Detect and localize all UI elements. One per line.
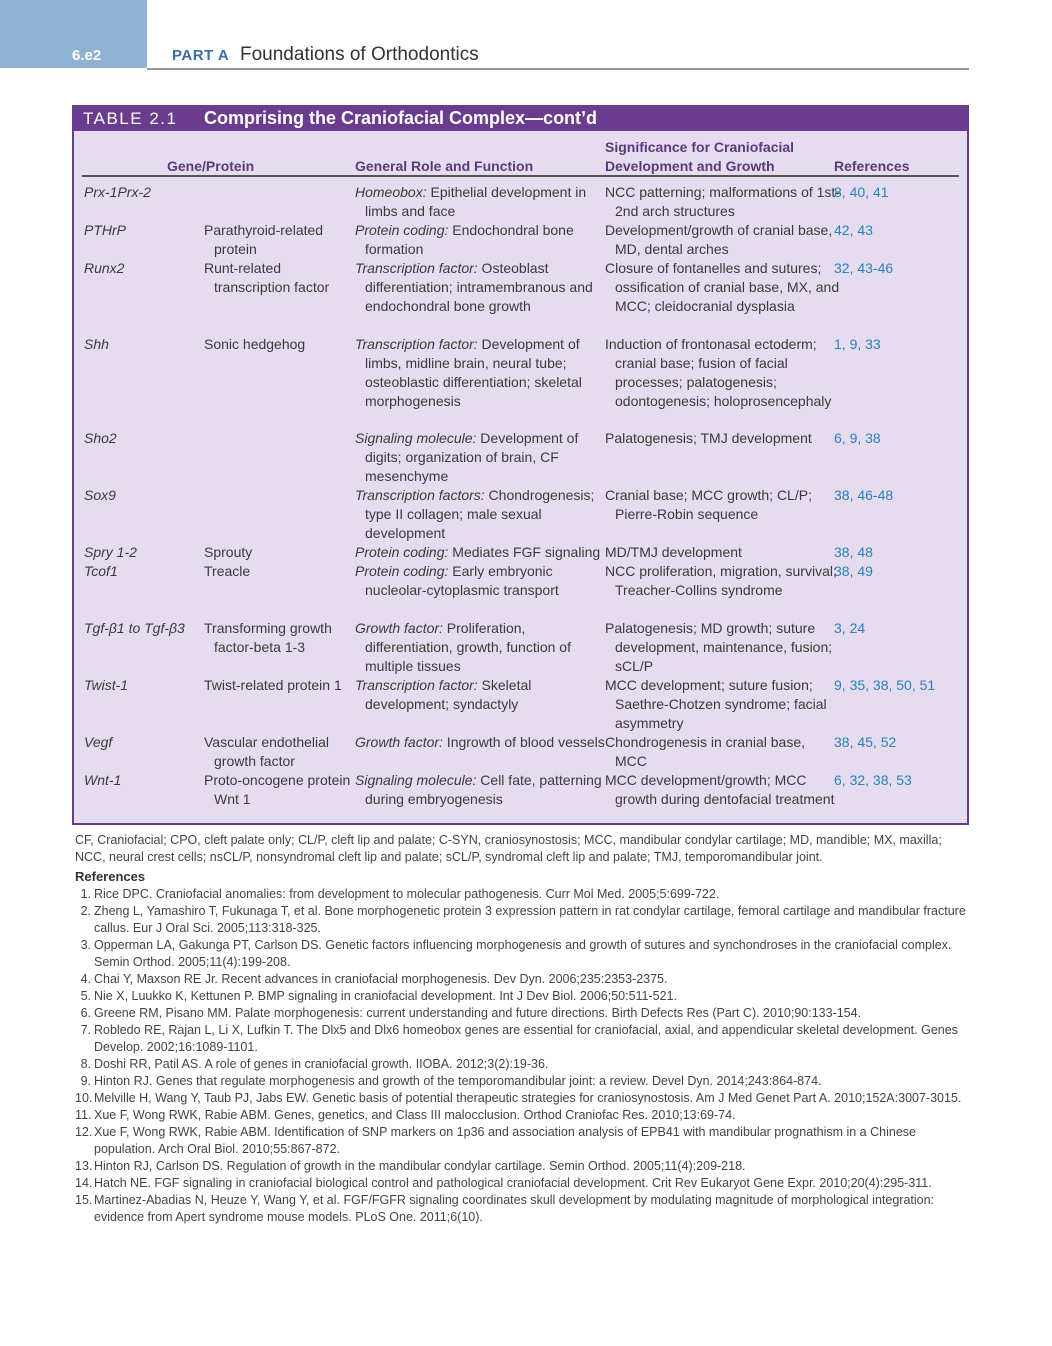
header-rule [147,68,969,70]
reference-item: 14. Hatch NE. FGF signaling in craniofacial biological control and pathological craniofacial development. Crit Rev Eukaryot Gene Expr. 2010;20(4):295-311. [75,1176,932,1190]
references-cell: 38, 46-48 [834,487,894,503]
references-cell: 38, 48 [834,544,873,560]
significance-cell: Development/growth of cranial base, MD, dental arches [605,222,833,257]
role-cell: Protein coding: Endochondral bone formation [355,222,574,257]
part-label: PART A [172,47,230,64]
reference-number: 14. [75,1176,93,1190]
reference-number: 15. [75,1193,93,1207]
abbreviations-note: CF, Craniofacial; CPO, cleft palate only; CL/P, cleft lip and palate; C-SYN, craniosynostosis; MCC, mandibular condylar cartilage; MD, mandible; MX, maxilla; NCC, neural crest cells; nsCL/P, nonsyndromal cleft lip and palate; sCL/P, syndromal cleft lip and palate; TMJ, temporomandibular joint. [75,833,942,864]
protein-cell: Transforming growth factor-beta 1-3 [204,620,332,655]
significance-cell: NCC proliferation, migration, survival; Treacher-Collins syndrome [605,563,837,598]
reference-number: 9. [80,1074,91,1088]
significance-cell: MCC development; suture fusion; Saethre-Chotzen syndrome; facial asymmetry [605,677,827,731]
table-label: TABLE 2.1 [83,109,178,128]
reference-item: 13. Hinton RJ, Carlson DS. Regulation of growth in the mandibular condylar cartilage. Semin Orthod. 2005;11(4):209-218. [75,1159,746,1173]
role-type: Protein coding: [355,222,449,238]
significance-cell: MD/TMJ development [605,544,742,560]
gene-cell: Tcof1 [84,563,118,579]
role-cell: Growth factor: Proliferation, differentiation, growth, function of multiple tissues [355,620,571,674]
protein-cell: Sprouty [204,544,253,560]
role-type: Signaling molecule: [355,772,477,788]
role-cell: Transcription factors: Chondrogenesis; type II collagen; male sexual development [355,487,595,541]
reference-number: 8. [80,1057,91,1071]
protein-cell: Sonic hedgehog [204,336,306,352]
protein-cell: Parathyroid-related protein [204,222,324,257]
reference-number: 13. [75,1159,93,1173]
gene-cell: Spry 1-2 [84,544,137,560]
role-cell: Homeobox: Epithelial development in limbs and face [355,184,587,219]
significance-cell: NCC patterning; malformations of 1st-2nd arch structures [605,184,840,219]
references-cell: 8, 40, 41 [834,184,889,200]
gene-cell: Vegf [84,734,113,750]
reference-item: 9. Hinton RJ. Genes that regulate morphogenesis and growth of the temporomandibular joint: a review. Devel Dyn. 2014;243:864-874. [75,1073,970,1090]
references-heading: References [75,869,146,884]
reference-number: 1. [80,887,91,901]
significance-cell: Cranial base; MCC growth; CL/P; Pierre-Robin sequence [605,487,812,522]
references-cell: 6, 9, 38 [834,430,881,446]
reference-item: 11. Xue F, Wong RWK, Rabie ABM. Genes, genetics, and Class III malocclusion. Orthod Craniofac Res. 2010;13:69-74. [75,1108,736,1122]
gene-cell: Wnt-1 [84,772,122,788]
references-cell: 6, 32, 38, 53 [834,772,912,788]
significance-cell: Closure of fontanelles and sutures; ossification of cranial base, MX, and MCC; cleidocranial dysplasia [605,260,840,314]
role-type: Protein coding: [355,563,449,579]
references-cell: 1, 9, 33 [834,336,881,352]
reference-number: 4. [80,972,91,986]
page-number: 6.e2 [72,47,102,64]
role-cell: Transcription factor: Skeletal development; syndactyly [355,677,532,712]
reference-number: 10. [75,1091,93,1105]
protein-cell: Vascular endothelial growth factor [204,734,330,769]
reference-item: 10. Melville H, Wang Y, Taub PJ, Jabs EW. Genetic basis of potential therapeutic strategies for craniosynostosis. Am J Med Genet Part A. 2010;152A:3007-3015. [75,1091,962,1105]
gene-cell: Sho2 [84,430,117,446]
gene-cell: Sox9 [84,487,116,503]
role-type: Transcription factor: [355,677,478,693]
protein-cell: Runt-related transcription factor [204,260,330,295]
reference-item: 3. Opperman LA, Gakunga PT, Carlson DS. Genetic factors influencing morphogenesis and growth of sutures and synchondroses in the craniofacial complex. Semin Orthod. 2005;11(4):199-208. [75,937,970,971]
role-type: Transcription factor: [355,260,478,276]
reference-item: 4. Chai Y, Maxson RE Jr. Recent advances in craniofacial morphogenesis. Dev Dyn. 2006;235:2353-2375. [75,971,970,988]
significance-cell: Palatogenesis; MD growth; suture development, maintenance, fusion; sCL/P [605,620,833,674]
gene-cell: Runx2 [84,260,125,276]
gene-cell: Prx-1Prx-2 [84,184,151,200]
reference-list [75,886,970,1226]
significance-cell: Induction of frontonasal ectoderm; cranial base; fusion of facial processes; palatogenesis; odontogenesis; holoprosencephaly [605,336,832,409]
references-cell: 32, 43-46 [834,260,894,276]
table-box [72,105,969,825]
col-head-references: References [834,158,910,174]
reference-number: 3. [80,938,91,952]
reference-item: 7. Robledo RE, Rajan L, Li X, Lufkin T. The Dlx5 and Dlx6 homeobox genes are essential for craniofacial, axial, and appendicular skeletal development. Genes Develop. 2002;16:1089-1101. [75,1022,970,1056]
references-cell: 38, 49 [834,563,873,579]
gene-cell: Shh [84,336,109,352]
role-type: Homeobox: [355,184,427,200]
reference-number: 2. [80,904,91,918]
running-head-title: Foundations of Orthodontics [240,44,479,65]
role-type: Transcription factors: [355,487,485,503]
reference-number: 11. [75,1108,92,1122]
gene-cell: Twist-1 [84,677,129,693]
role-cell: Growth factor: Ingrowth of blood vessels [355,734,605,750]
role-type: Growth factor: [355,620,443,636]
protein-cell: Twist-related protein 1 [204,677,342,693]
reference-number: 6. [80,1006,91,1020]
protein-cell: Treacle [204,563,251,579]
col-head-gene-protein: Gene/Protein [167,158,255,174]
col-head-significance-1: Significance for Craniofacial [605,139,795,155]
role-cell: Signaling molecule: Development of digits; organization of brain, CF mesenchyme [355,430,579,484]
role-type: Protein coding: [355,544,449,560]
reference-item: 8. Doshi RR, Patil AS. A role of genes in craniofacial growth. IIOBA. 2012;3(2):19-36. [75,1056,970,1073]
gene-cell: Tgf-β1 to Tgf-β3 [84,620,185,636]
gene-cell: PTHrP [84,222,126,238]
role-cell: Transcription factor: Osteoblast differentiation; intramembranous and endochondral bone growth [355,260,593,314]
reference-item: 5. Nie X, Luukko K, Kettunen P. BMP signaling in craniofacial development. Int J Dev Biol. 2006;50:511-521. [75,988,970,1005]
role-type: Signaling molecule: [355,430,477,446]
role-cell: Transcription factor: Development of limbs, midline brain, neural tube; osteoblastic differentiation; skeletal morphogenesis [355,336,582,409]
references-cell: 42, 43 [834,222,873,238]
table-title: Comprising the Craniofacial Complex—cont’d [204,108,598,128]
reference-number: 5. [80,989,91,1003]
reference-item: 12. Xue F, Wong RWK, Rabie ABM. Identification of SNP markers on 1p36 and association analysis of EPB41 with mandibular prognathism in a Chinese population. Arch Oral Biol. 2010;55:867-872. [75,1125,916,1156]
reference-item: 15. Martinez-Abadias N, Heuze Y, Wang Y, et al. FGF/FGFR signaling coordinates skull development by modulating magnitude of morphological integration: evidence from Apert syndrome mouse models. PLoS One. 2011;6(10). [75,1193,935,1224]
role-cell: Protein coding: Early embryonic nucleolar-cytoplasmic transport [355,563,559,598]
significance-cell: Palatogenesis; TMJ development [605,430,812,446]
references-cell: 9, 35, 38, 50, 51 [834,677,936,693]
role-cell: Signaling molecule: Cell fate, patterning during embryogenesis [355,772,602,807]
protein-cell: Proto-oncogene protein Wnt 1 [204,772,351,807]
role-type: Growth factor: [355,734,443,750]
significance-cell: Chondrogenesis in cranial base, MCC [605,734,806,769]
significance-cell: MCC development/growth; MCC growth during dentofacial treatment [605,772,835,807]
reference-item: 6. Greene RM, Pisano MM. Palate morphogenesis: current understanding and future directions. Birth Defects Res (Part C). 2010;90:133-154. [75,1005,970,1022]
role-cell: Protein coding: Mediates FGF signaling [355,544,601,560]
reference-item: 2. Zheng L, Yamashiro T, Fukunaga T, et al. Bone morphogenetic protein 3 expression pattern in rat condylar cartilage, femoral cartilage and mandibular fracture callus. Eur J Oral Sci. 2005;113:318-325. [75,903,970,937]
reference-number: 12. [75,1125,93,1139]
references-cell: 38, 45, 52 [834,734,897,750]
reference-number: 7. [80,1023,91,1037]
role-type: Transcription factor: [355,336,478,352]
col-head-significance-2: Development and Growth [605,158,775,174]
references-cell: 3, 24 [834,620,866,636]
reference-item: 1. Rice DPC. Craniofacial anomalies: from development to molecular pathogenesis. Curr Mol Med. 2005;5:699-722. [75,886,970,903]
header-rule-line [82,175,959,177]
table-title-bar [74,107,967,131]
col-head-role: General Role and Function [355,158,534,174]
